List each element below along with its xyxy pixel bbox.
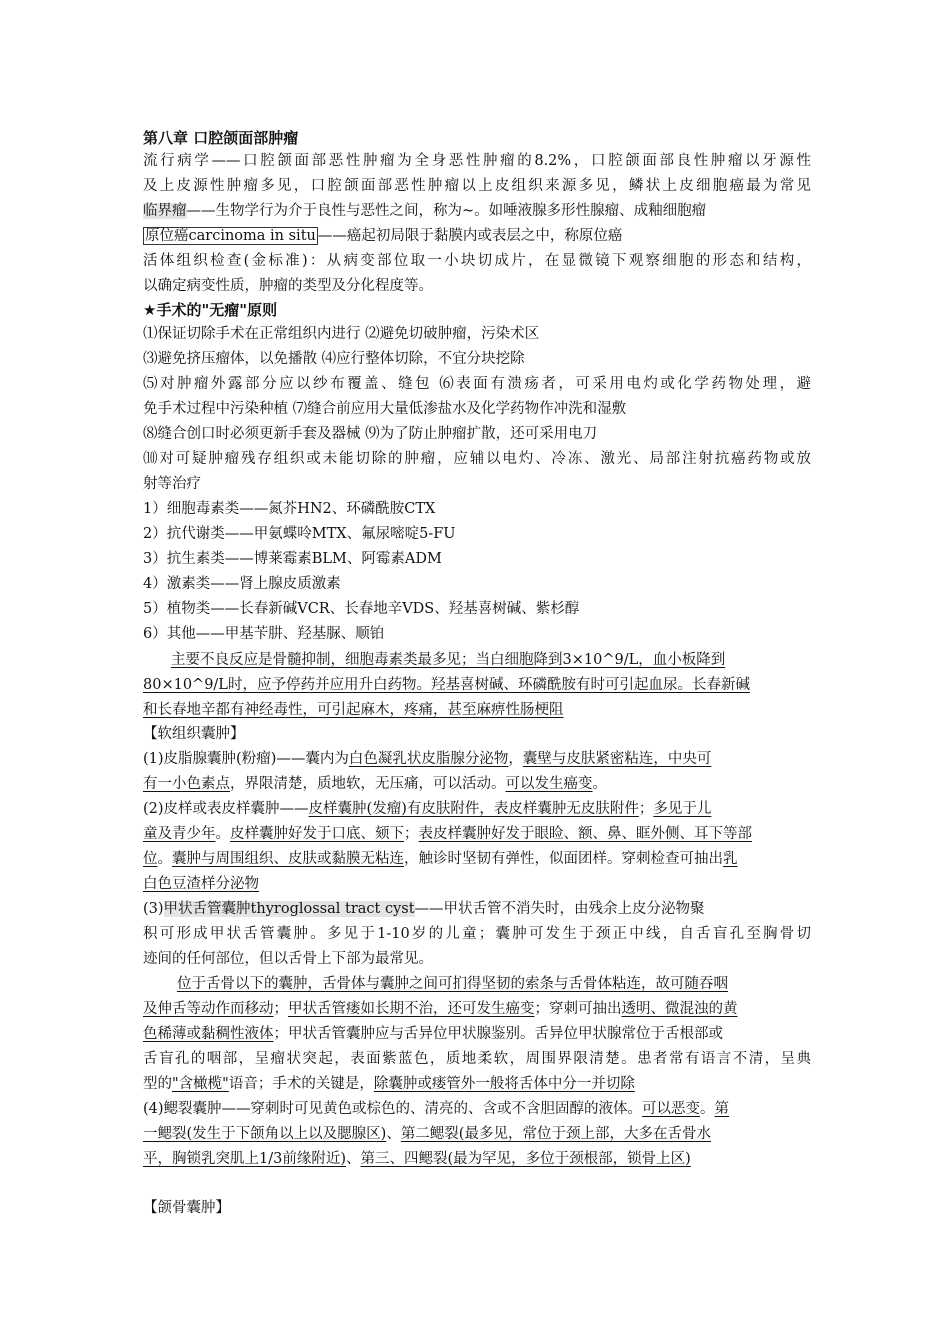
paragraph-line: 迹间的任何部位，但以舌骨上下部为最常见。 (143, 951, 433, 967)
paragraph-line: 活体组织检查(金标准)：从病变部位取一小块切成片，在显微镜下观察细胞的形态和结构， (143, 253, 811, 269)
section-heading: 【颌骨囊肿】 (143, 1200, 230, 1216)
term-boxed: 原位癌carcinoma in situ (145, 228, 316, 244)
paragraph-line: (1)皮脂腺囊肿(粉瘤)——囊内为白色凝乳状皮脂腺分泌物，囊壁与皮肤紧密粘连，中央可 (143, 751, 712, 767)
paragraph-line: 色稀薄或黏稠性液体；甲状舌管囊肿应与舌异位甲状腺鉴别。舌异位甲状腺常位于舌根部或 (143, 1026, 723, 1042)
paragraph-line: 及伸舌等动作而移动；甲状舌管瘘如长期不治，还可发生癌变；穿刺可抽出透明、微混浊的黄 (143, 1001, 738, 1017)
paragraph-line: 临界瘤——生物学行为介于良性与恶性之间，称为~。如唾液腺多形性腺瘤、成釉细胞瘤 (143, 203, 707, 219)
list-item: ⑻缝合创口时必须更新手套及器械 ⑼为了防止肿瘤扩散，还可采用电刀 (143, 426, 598, 442)
paragraph-line: 原位癌carcinoma in situ ——癌起初局限于黏膜内或表层之中，称原位癌 (145, 228, 623, 244)
list-item: ⑴保证切除手术在正常组织内进行 ⑵避免切破肿瘤，污染术区 (143, 326, 540, 342)
list-item: 2）抗代谢类——甲氨蝶呤MTX、氟尿嘧啶5-FU (143, 526, 456, 542)
list-item: ⑽对可疑肿瘤残存组织或未能切除的肿瘤，应辅以电灼、冷冻、激光、局部注射抗癌药物或放 (143, 451, 811, 467)
paragraph-line: 位。囊肿与周围组织、皮肤或黏膜无粘连，触诊时坚韧有弹性，似面团样。穿刺检查可抽出乳 (143, 851, 738, 867)
paragraph-line: 舌盲孔的咽部，呈瘤状突起，表面紫蓝色，质地柔软，周围界限清楚。患者常有语言不清，呈典 (143, 1051, 811, 1067)
paragraph-line: 位于舌骨以下的囊肿，舌骨体与囊肿之间可扪得坚韧的索条与舌骨体粘连，故可随吞咽 (177, 976, 728, 992)
paragraph-line: 以确定病变性质，肿瘤的类型及分化程度等。 (143, 278, 433, 294)
list-item: 6）其他——甲基苄肼、羟基脲、顺铂 (143, 626, 385, 642)
list-item: 1）细胞毒素类——氮芥HN2、环磷酰胺CTX (143, 501, 436, 517)
paragraph-line: 有一小色素点，界限清楚，质地软，无压痛，可以活动。可以发生癌变。 (143, 776, 607, 792)
paragraph-line: 型的"含橄榄"语音；手术的关键是，除囊肿或瘘管外一般将舌体中分一并切除 (143, 1076, 635, 1092)
list-item: 射等治疗 (143, 476, 201, 492)
paragraph-line: (4)鳃裂囊肿——穿刺时可见黄色或棕色的、清亮的、含或不含胆固醇的液体。可以恶变。第 (143, 1101, 730, 1117)
paragraph-line: (2)皮样或表皮样囊肿——皮样囊肿(发瘤)有皮肤附件，表皮样囊肿无皮肤附件；多见于儿 (143, 801, 712, 817)
paragraph-line: 和长春地辛都有神经毒性，可引起麻木，疼痛，甚至麻痹性肠梗阻 (143, 702, 564, 718)
chapter-title: 第八章 口腔颌面部肿瘤 (143, 129, 299, 147)
paragraph-line: 流行病学——口腔颌面部恶性肿瘤为全身恶性肿瘤的8.2%，口腔颌面部良性肿瘤以牙源性 (143, 153, 811, 169)
section-heading: ★手术的"无瘤"原则 (143, 301, 278, 319)
paragraph-line: 童及青少年。皮样囊肿好发于口底、颏下；表皮样囊肿好发于眼睑、额、鼻、眶外侧、耳下等部 (143, 826, 752, 842)
paragraph-line: 一鳃裂(发生于下颌角以上以及腮腺区)、第二鳃裂(最多见，常位于颈上部，大多在舌骨水 (143, 1126, 711, 1142)
paragraph-line: 白色豆渣样分泌物 (143, 876, 259, 892)
list-item: 4）激素类——肾上腺皮质激素 (143, 576, 341, 592)
list-item: 5）植物类——长春新碱VCR、长春地辛VDS、羟基喜树碱、紫杉醇 (143, 601, 580, 617)
paragraph-line: 平，胸锁乳突肌上1/3前缘附近)、第三、四鳃裂(最为罕见，多位于颈根部，锁骨上区) (143, 1151, 691, 1167)
term-highlight: 甲状舌管囊肿thyroglossal tract cyst (163, 901, 415, 917)
paragraph-line: 主要不良反应是骨髓抑制，细胞毒素类最多见；当白细胞降到3×10^9/L，血小板降到 (171, 652, 726, 668)
paragraph-line: 及上皮源性肿瘤多见，口腔颌面部恶性肿瘤以上皮组织来源多见，鳞状上皮细胞癌最为常见 (143, 178, 811, 194)
term-highlight: 临界瘤 (143, 203, 187, 219)
list-item: 免手术过程中污染种植 ⑺缝合前应用大量低渗盐水及化学药物作冲洗和湿敷 (143, 401, 627, 417)
section-heading: 【软组织囊肿】 (143, 726, 245, 742)
paragraph-line: 积可形成甲状舌管囊肿。多见于1-10岁的儿童；囊肿可发生于颈正中线，自舌盲孔至胸骨切 (143, 926, 811, 942)
paragraph-line: 80×10^9/L时，应予停药并应用升白药物。羟基喜树碱、环磷酰胺有时可引起血尿。长春新碱 (143, 677, 750, 693)
list-item: ⑶避免挤压瘤体，以免播散 ⑷应行整体切除，不宜分块挖除 (143, 351, 525, 367)
list-item: 3）抗生素类——博莱霉素BLM、阿霉素ADM (143, 551, 442, 567)
paragraph-line: (3)甲状舌管囊肿thyroglossal tract cyst——甲状舌管不消失时，由残余上皮分泌物聚 (143, 901, 705, 917)
list-item: ⑸对肿瘤外露部分应以纱布覆盖、缝包 ⑹表面有溃疡者，可采用电灼或化学药物处理，避 (143, 376, 811, 392)
